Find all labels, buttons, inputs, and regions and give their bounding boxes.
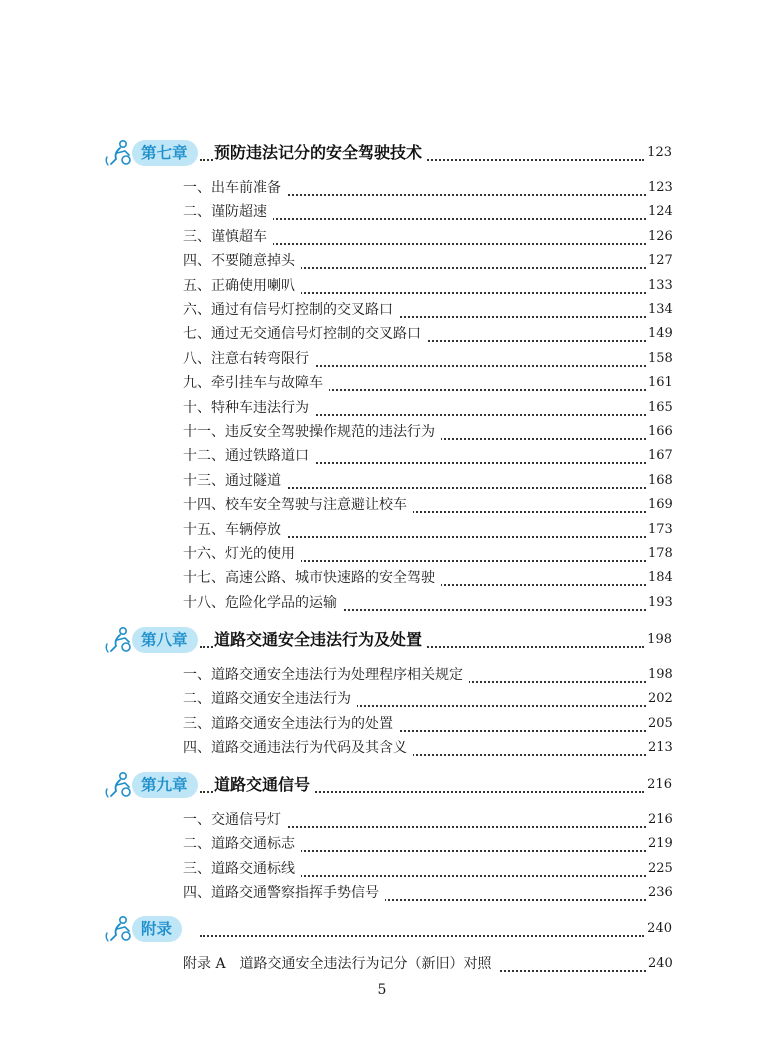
cartoon-figure-icon <box>104 771 134 799</box>
toc-entry-title: 十三、通过隧道 <box>183 469 287 493</box>
chapter-heading[interactable] <box>0 625 764 655</box>
toc-entry-page: 236 <box>648 881 672 905</box>
leader-dots <box>200 905 644 937</box>
toc-entry-page: 167 <box>648 444 672 468</box>
chapter-page-number: 123 <box>646 138 672 168</box>
toc-entry-title: 七、通过无交通信号灯控制的交叉路口 <box>183 322 427 346</box>
toc-entry-title: 十五、车辆停放 <box>183 518 287 542</box>
chapter-heading[interactable] <box>0 138 764 168</box>
toc-entry-page: 169 <box>648 493 672 517</box>
chapter-label: 附录 <box>132 916 182 942</box>
toc-entry-title: 十、特种车违法行为 <box>183 396 315 420</box>
toc-entry-page: 165 <box>648 396 672 420</box>
toc-entry-page: 216 <box>648 808 672 832</box>
toc-entry-page: 126 <box>648 225 672 249</box>
toc-entry-page: 123 <box>648 176 672 200</box>
toc-entry-title: 五、正确使用喇叭 <box>183 274 301 298</box>
toc-entry-page: 202 <box>648 687 672 711</box>
toc-entry[interactable] <box>0 663 764 687</box>
toc-entry[interactable] <box>0 322 764 346</box>
toc-entry-page: 193 <box>648 591 672 615</box>
toc-entry-page: 166 <box>648 420 672 444</box>
toc-entry-title: 八、注意右转弯限行 <box>183 347 315 371</box>
toc-entry-title: 九、牵引挂车与故障车 <box>183 371 329 395</box>
toc-entry-page: 178 <box>648 542 672 566</box>
chapter-title: 预防违法记分的安全驾驶技术 <box>214 138 426 168</box>
toc-entry-title: 二、道路交通标志 <box>183 832 301 856</box>
toc-entry-page: 158 <box>648 347 672 371</box>
chapter-title: 道路交通安全违法行为及处置 <box>214 625 426 655</box>
toc-entry[interactable] <box>0 881 764 905</box>
toc-entry-title: 三、谨慎超车 <box>183 225 273 249</box>
cartoon-figure-icon <box>104 626 134 654</box>
toc-entry-title: 一、出车前准备 <box>183 176 287 200</box>
toc-entry-title: 四、不要随意掉头 <box>183 249 301 273</box>
toc-entry-page: 168 <box>648 469 672 493</box>
toc-entry[interactable] <box>0 298 764 322</box>
toc-entry-title: 十一、违反安全驾驶操作规范的违法行为 <box>183 420 441 444</box>
chapter-page-number: 240 <box>646 914 672 944</box>
chapter-heading[interactable] <box>0 770 764 800</box>
toc-entry-title: 十四、校车安全驾驶与注意避让校车 <box>183 493 413 517</box>
toc-entry-page: 149 <box>648 322 672 346</box>
toc-entry[interactable] <box>0 566 764 590</box>
toc-entry-title: 十二、通过铁路道口 <box>183 444 315 468</box>
toc-entry-page: 205 <box>648 712 672 736</box>
toc-entry-title: 三、道路交通标线 <box>183 857 301 881</box>
toc-entry-title: 一、交通信号灯 <box>183 808 287 832</box>
toc-entry[interactable] <box>0 952 764 976</box>
chapter-heading[interactable] <box>0 914 764 944</box>
toc-entry-page: 124 <box>648 200 672 224</box>
toc-entry-title: 四、道路交通警察指挥手势信号 <box>183 881 385 905</box>
toc-entry-page: 127 <box>648 249 672 273</box>
toc-entry-page: 225 <box>648 857 672 881</box>
toc-entry-title: 四、道路交通违法行为代码及其含义 <box>183 736 413 760</box>
toc-entry[interactable] <box>0 712 764 736</box>
toc-entry-page: 240 <box>648 952 672 976</box>
toc-entry-page: 198 <box>648 663 672 687</box>
chapter-page-number: 198 <box>646 625 672 655</box>
toc-entry[interactable] <box>0 736 764 760</box>
chapter-label: 第七章 <box>132 140 198 166</box>
toc-entry-page: 161 <box>648 371 672 395</box>
chapter-title: 道路交通信号 <box>214 770 314 800</box>
cartoon-figure-icon <box>104 915 134 943</box>
toc-entry-title: 三、道路交通安全违法行为的处置 <box>183 712 399 736</box>
toc-entry-title: 十八、危险化学品的运输 <box>183 591 343 615</box>
toc-entry-page: 133 <box>648 274 672 298</box>
toc-entry-title: 十六、灯光的使用 <box>183 542 301 566</box>
chapter-page-number: 216 <box>646 770 672 800</box>
toc-entry-title: 附录 A 道路交通安全违法行为记分（新旧）对照 <box>183 952 498 976</box>
footer-page-number: 5 <box>377 982 387 998</box>
toc-entry[interactable] <box>0 493 764 517</box>
toc-entry-title: 十七、高速公路、城市快速路的安全驾驶 <box>183 566 441 590</box>
toc-entry-page: 184 <box>648 566 672 590</box>
toc-entry-page: 173 <box>648 518 672 542</box>
toc-entry-title: 二、谨防超速 <box>183 200 273 224</box>
toc-entry-page: 219 <box>648 832 672 856</box>
chapter-label: 第九章 <box>132 772 198 798</box>
toc-entry[interactable] <box>0 591 764 615</box>
cartoon-figure-icon <box>104 139 134 167</box>
toc-entry-title: 一、道路交通安全违法行为处理程序相关规定 <box>183 663 469 687</box>
toc-entry[interactable] <box>0 420 764 444</box>
toc-entry-title: 六、通过有信号灯控制的交叉路口 <box>183 298 399 322</box>
toc-entry-page: 213 <box>648 736 672 760</box>
toc-entry-page: 134 <box>648 298 672 322</box>
chapter-label: 第八章 <box>132 627 198 653</box>
toc-entry-title: 二、道路交通安全违法行为 <box>183 687 357 711</box>
